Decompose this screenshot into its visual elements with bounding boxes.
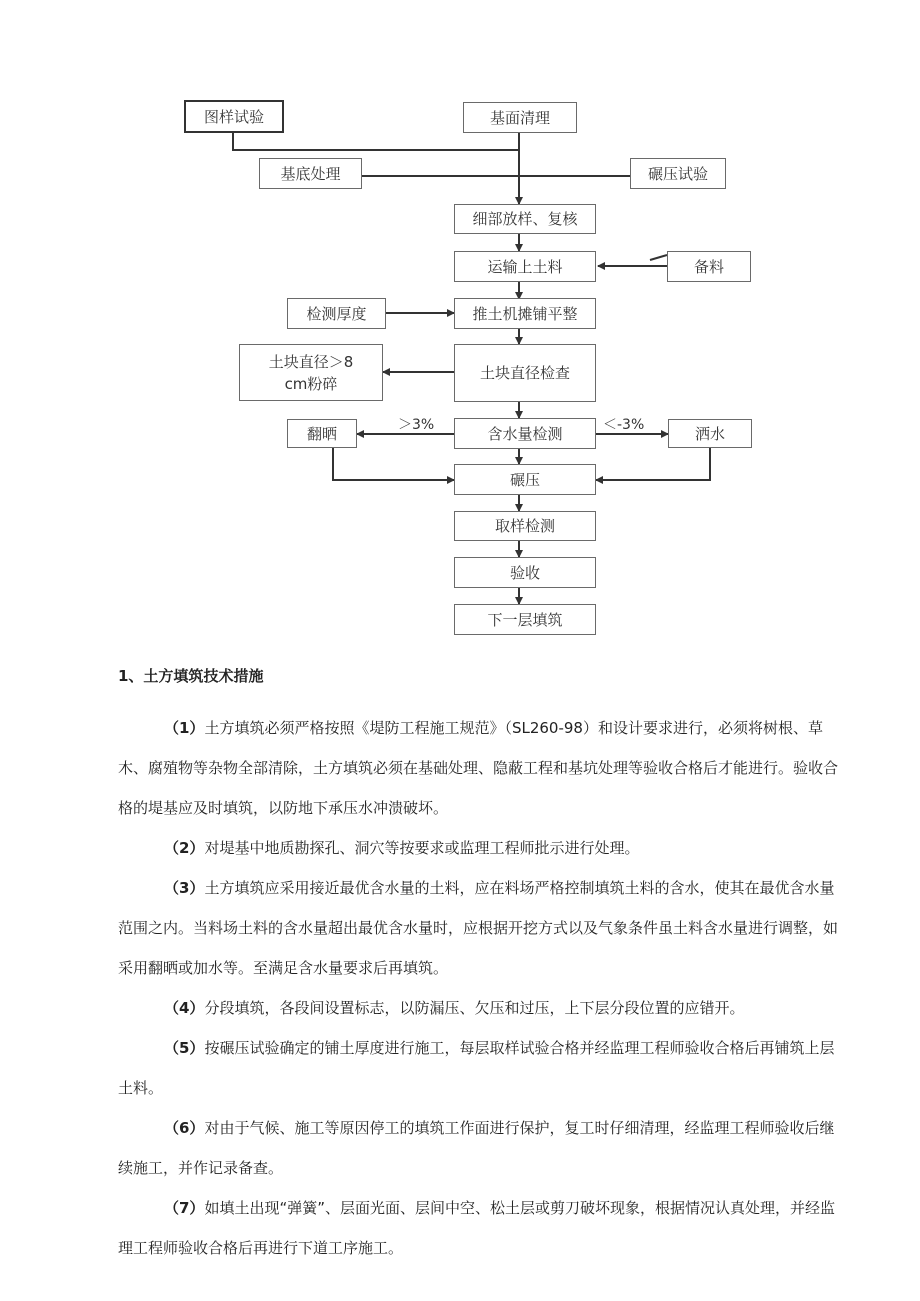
paragraph-1-number: （1） bbox=[164, 719, 205, 737]
document-body bbox=[118, 656, 838, 1268]
box-beiliao: 备料 bbox=[667, 251, 751, 282]
paragraph-1-text: 土方填筑必须严格按照《堤防工程施工规范》（SL260-98）和设计要求进行，必须将树根、草木、腐殖物等杂物全部清除，土方填筑必须在基础处理、隐蔽工程和基坑处理等验收合格后才能进行。验收合格的堤基应及时填筑，以防地下承压水冲溃破坏。 bbox=[118, 719, 839, 817]
box-nianya: 碾压 bbox=[454, 464, 596, 495]
paragraph-5-number: （5） bbox=[164, 1039, 205, 1057]
box-jimian-qingli: 基面清理 bbox=[463, 102, 577, 133]
box-jiance-houdu: 检测厚度 bbox=[287, 298, 386, 329]
box-tuituji: 推土机摊铺平整 bbox=[454, 298, 596, 329]
paragraph-7 bbox=[118, 1188, 838, 1268]
paragraph-2-text: 对堤基中地质勘探孔、洞穴等按要求或监理工程师批示进行处理。 bbox=[204, 839, 640, 857]
box-yunshu-tuliao: 运输上土料 bbox=[454, 251, 596, 282]
paragraph-2-number: （2） bbox=[164, 839, 205, 857]
box-sashui: 洒水 bbox=[668, 419, 752, 448]
box-nianya-shiyan: 碾压试验 bbox=[630, 158, 726, 189]
paragraph-4-text: 分段填筑，各段间设置标志，以防漏压、欠压和过压，上下层分段位置的应错开。 bbox=[204, 999, 745, 1017]
box-jidi-chuli: 基底处理 bbox=[259, 158, 362, 189]
box-tukuai-jiancha: 土块直径检查 bbox=[454, 344, 596, 402]
box-yanshou: 验收 bbox=[454, 557, 596, 588]
paragraph-4 bbox=[118, 988, 838, 1028]
box-tukuai-fensui: 土块直径＞8 cm粉碎 bbox=[239, 344, 383, 401]
paragraph-5-text: 按碾压试验确定的铺土厚度进行施工，每层取样试验合格并经监理工程师验收合格后再铺筑上层土料。 bbox=[118, 1039, 835, 1097]
label-gt-3pct: ＞3% bbox=[398, 417, 435, 433]
label-lt-3pct: ＜-3% bbox=[603, 417, 645, 433]
paragraph-7-text: 如填土出现“弹簧”、层面光面、层间中空、松土层或剪刀破坏现象，根据情况认真处理，并经监理工程师验收合格后再进行下道工序施工。 bbox=[118, 1199, 835, 1257]
paragraph-3-text: 土方填筑应采用接近最优含水量的土料，应在料场严格控制填筑土料的含水，使其在最优含水量范围之内。当料场土料的含水量超出最优含水量时，应根据开挖方式以及气象条件虽土料含水量进行调整，如采用翻晒或加水等。至满足含水量要求后再填筑。 bbox=[118, 879, 839, 977]
paragraph-3-number: （3） bbox=[164, 879, 205, 897]
box-hanshuiliang: 含水量检测 bbox=[454, 418, 596, 449]
box-tuyang-shiyan: 图样试验 bbox=[184, 100, 284, 133]
section-title: 1、土方填筑技术措施 bbox=[118, 667, 264, 685]
box-xibu-fangyang: 细部放样、复核 bbox=[454, 204, 596, 234]
paragraph-4-number: （4） bbox=[164, 999, 205, 1017]
paragraph-1 bbox=[118, 708, 838, 828]
box-fanshai: 翻晒 bbox=[287, 419, 357, 448]
paragraph-2 bbox=[118, 828, 838, 868]
box-quyang-jiance: 取样检测 bbox=[454, 511, 596, 541]
paragraph-3 bbox=[118, 868, 838, 988]
paragraph-7-number: （7） bbox=[164, 1199, 205, 1217]
box-xiayiceng: 下一层填筑 bbox=[454, 604, 596, 635]
paragraph-6-text: 对由于气候、施工等原因停工的填筑工作面进行保护，复工时仔细清理，经监理工程师验收后继续施工，并作记录备查。 bbox=[118, 1119, 835, 1177]
paragraph-6 bbox=[118, 1108, 838, 1188]
paragraph-5 bbox=[118, 1028, 838, 1108]
paragraph-6-number: （6） bbox=[164, 1119, 205, 1137]
